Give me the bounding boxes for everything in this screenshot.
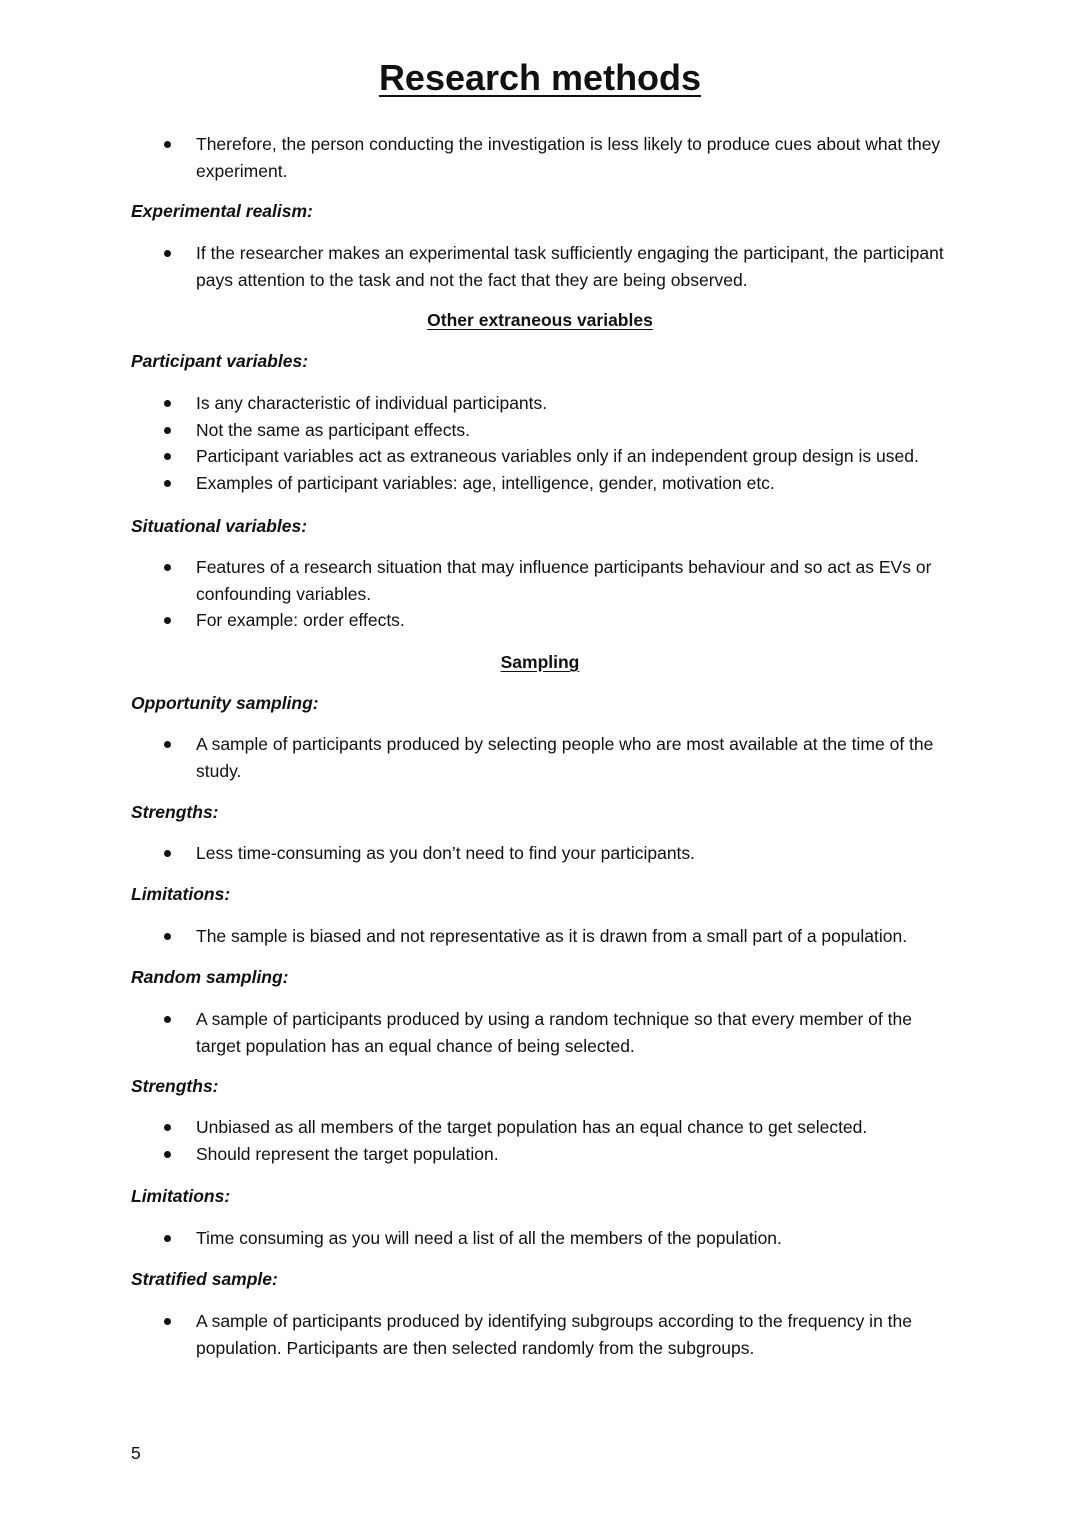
list-item: Should represent the target population.: [0, 1141, 956, 1168]
list-item: If the researcher makes an experimental task sufficiently engaging the participant, the participant pays attention to the task and not the fact that they are being observed.: [0, 240, 956, 293]
random-strengths-list: [0, 1114, 956, 1167]
random-strengths-heading: Strengths:: [131, 1076, 219, 1096]
opportunity-strengths-list: [0, 840, 956, 867]
opportunity-limitations-list: [0, 923, 956, 950]
random-limitations-heading: Limitations:: [131, 1186, 231, 1206]
opportunity-sampling-heading: Opportunity sampling:: [131, 693, 319, 713]
list-item: Therefore, the person conducting the investigation is less likely to produce cues about what they experiment.: [0, 131, 956, 184]
list-item: A sample of participants produced by using a random technique so that every member of the target population has an equal chance of being selected.: [0, 1006, 956, 1059]
list-item: Less time-consuming as you don’t need to find your participants.: [0, 840, 956, 867]
random-limitations-list: [0, 1225, 956, 1252]
stratified-sample-heading: Stratified sample:: [131, 1269, 278, 1289]
situational-variables-heading: Situational variables:: [131, 516, 308, 536]
participant-variables-list: [0, 390, 956, 496]
stratified-sample-list: [0, 1308, 956, 1361]
list-item: Participant variables act as extraneous variables only if an independent group design is used.: [0, 443, 956, 470]
list-item: Is any characteristic of individual participants.: [0, 390, 956, 417]
list-item: Not the same as participant effects.: [0, 417, 956, 444]
random-sampling-list: [0, 1006, 956, 1059]
list-item: A sample of participants produced by identifying subgroups according to the frequency in the population. Participants are then selected randomly from the subgroups.: [0, 1308, 956, 1361]
list-item: The sample is biased and not representative as it is drawn from a small part of a population.: [0, 923, 956, 950]
list-item: A sample of participants produced by selecting people who are most available at the time of the study.: [0, 731, 956, 784]
situational-variables-list: [0, 554, 956, 634]
list-item: Features of a research situation that may influence participants behaviour and so act as EVs or confounding variables.: [0, 554, 956, 607]
opportunity-strengths-heading: Strengths:: [131, 802, 219, 822]
other-extraneous-variables-title: Other extraneous variables: [427, 310, 653, 330]
experimental-realism-list: [0, 240, 956, 293]
list-item: Examples of participant variables: age, intelligence, gender, motivation etc.: [0, 470, 956, 497]
list-item: For example: order effects.: [0, 607, 956, 634]
page-title: Research methods: [378, 57, 702, 98]
intro-bullet-list: [0, 131, 956, 184]
list-item: Unbiased as all members of the target population has an equal chance to get selected.: [0, 1114, 956, 1141]
experimental-realism-heading: Experimental realism:: [131, 201, 313, 221]
participant-variables-heading: Participant variables:: [131, 351, 309, 371]
list-item: Time consuming as you will need a list of all the members of the population.: [0, 1225, 956, 1252]
random-sampling-heading: Random sampling:: [131, 967, 289, 987]
sampling-title: Sampling: [500, 652, 580, 672]
opportunity-sampling-list: [0, 731, 956, 784]
page-number: 5: [131, 1443, 141, 1463]
opportunity-limitations-heading: Limitations:: [131, 884, 231, 904]
